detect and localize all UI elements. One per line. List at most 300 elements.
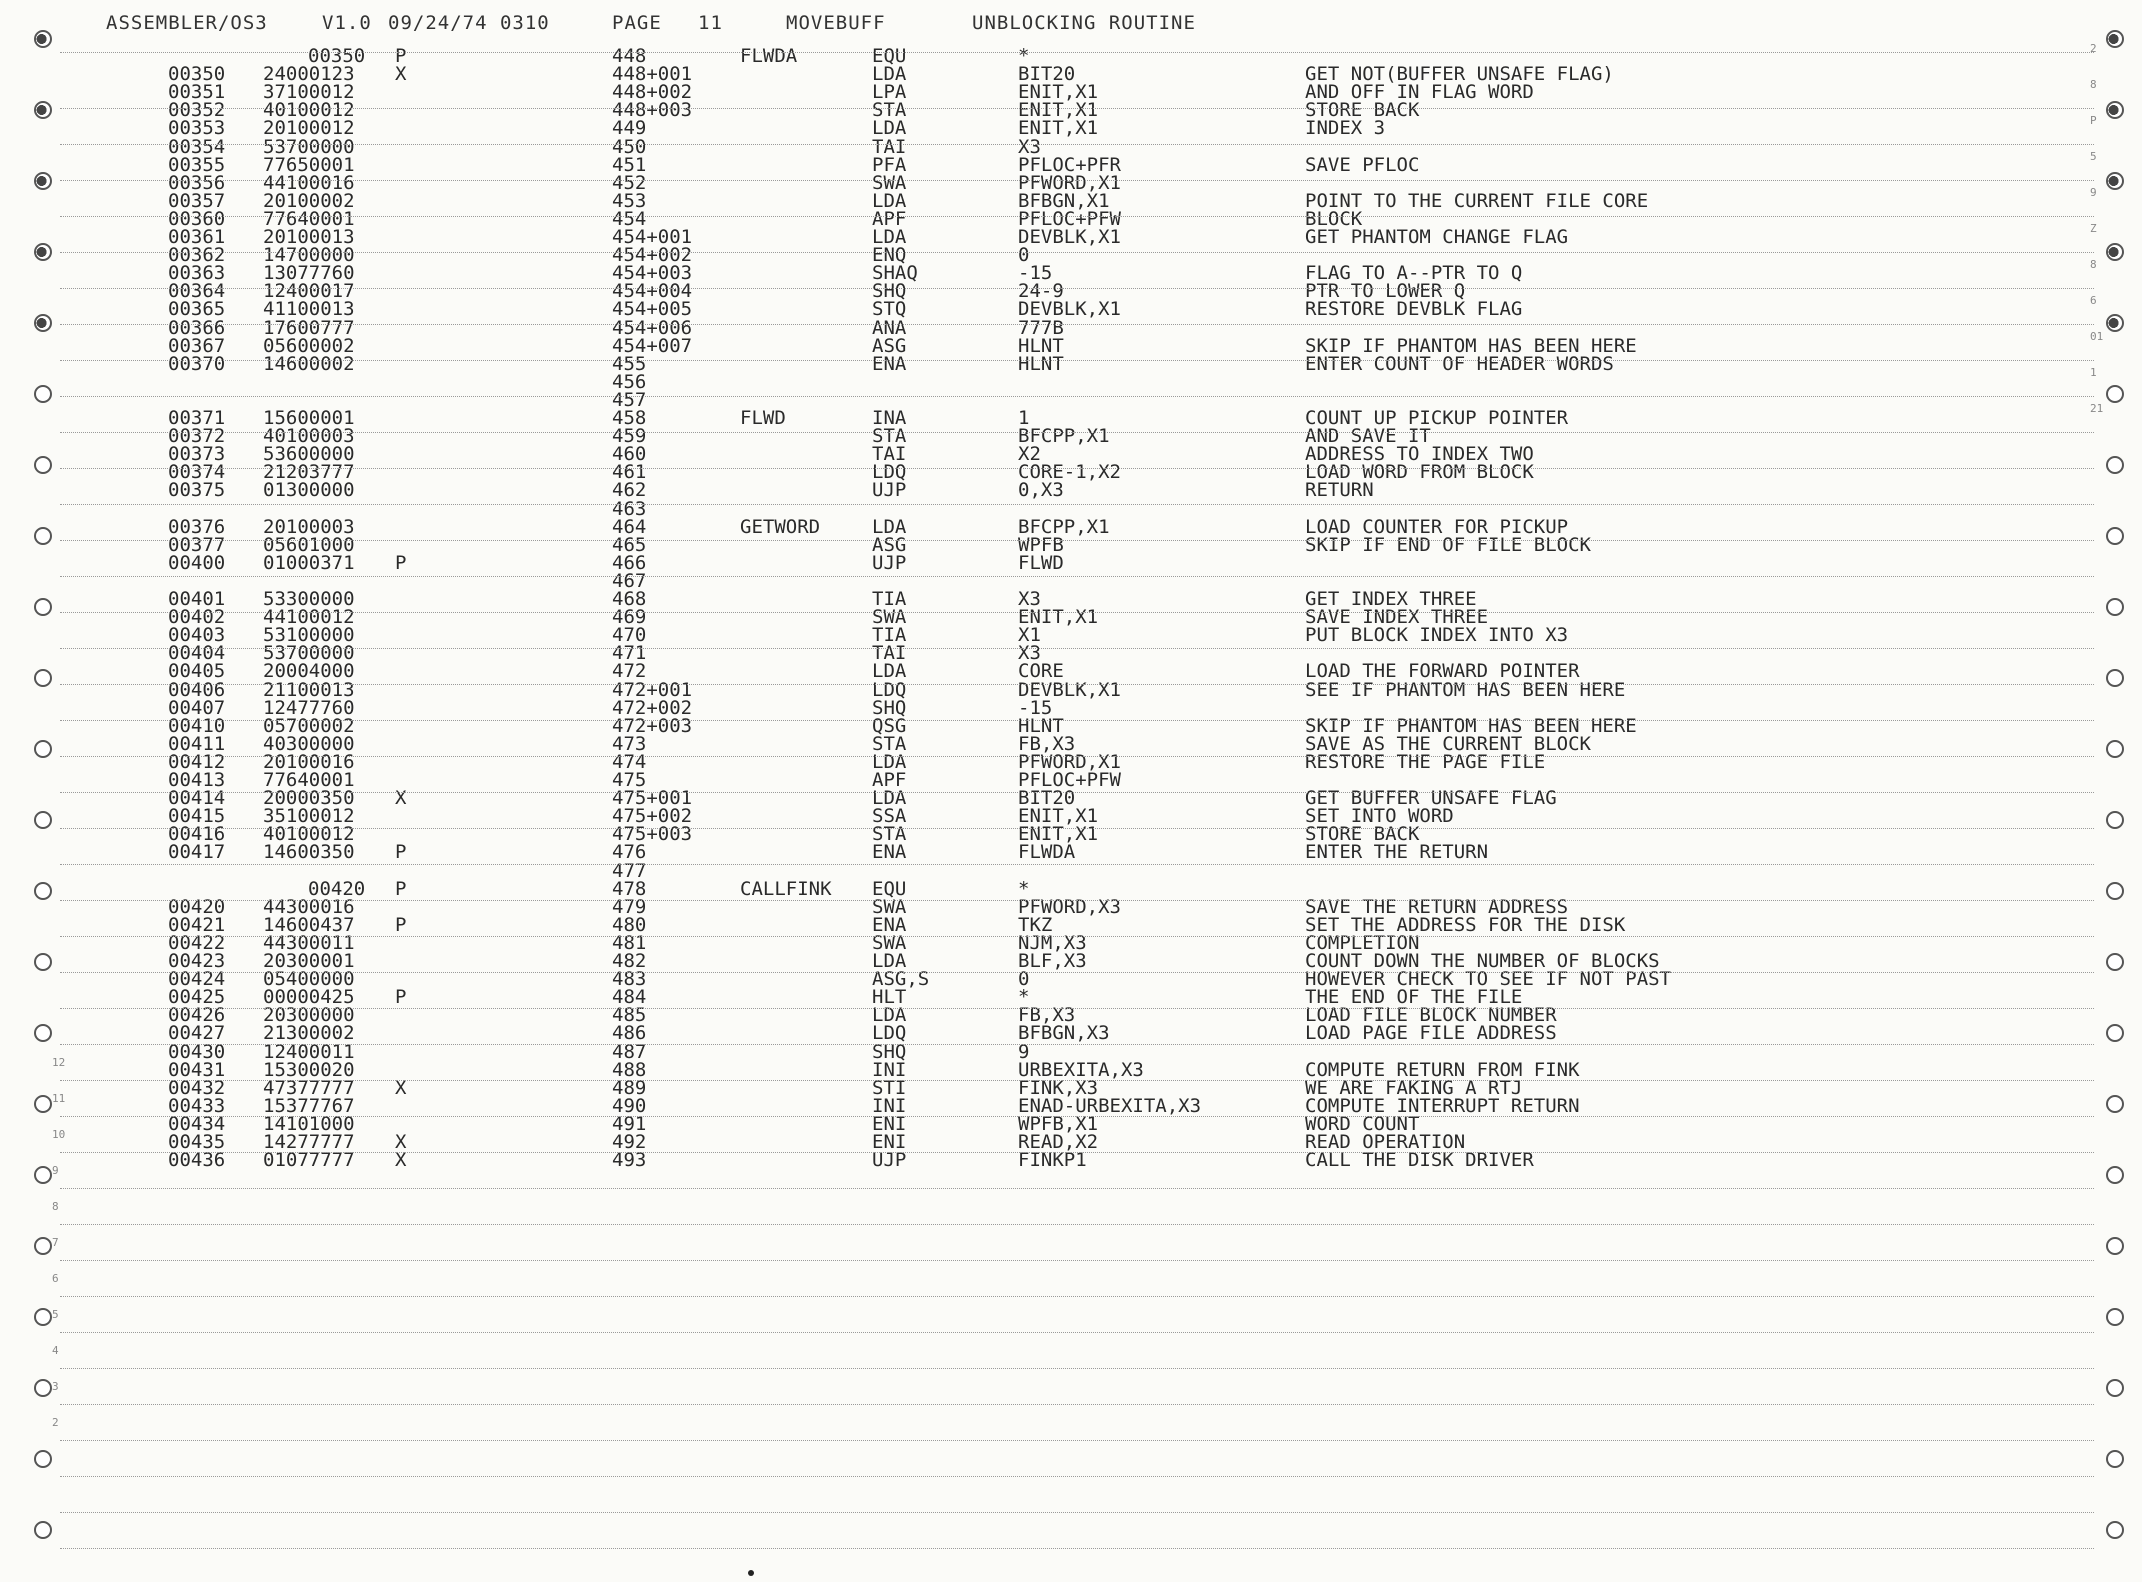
listing-loc: 00411 [168,732,226,755]
listing-code: 41100013 [263,298,355,321]
listing-seq: 467 [612,569,647,592]
listing-comment: BLOCK [1305,207,1363,230]
listing-loc: 00357 [168,189,226,212]
listing-comment: GET PHANTOM CHANGE FLAG [1305,226,1569,248]
listing-loc: 00367 [168,334,226,357]
paper-rule [60,648,2094,649]
listing-seq: 479 [612,895,647,918]
listing-seq: 452 [612,171,647,194]
listing-seq: 459 [612,425,647,448]
listing-code: 00350 [308,45,366,67]
sprocket-hole-left [34,456,52,474]
listing-op: SWA [872,895,907,918]
margin-number-right: 5 [2090,150,2097,163]
listing-code: 21203777 [263,461,355,484]
listing-comment: SET INTO WORD [1305,805,1454,828]
listing-code: 01000371 [263,551,355,574]
listing-line [0,135,2142,158]
listing-operand: X1 [1018,624,1041,647]
listing-loc: 00424 [168,968,226,991]
listing-comment: INDEX 3 [1305,117,1386,140]
listing-seq: 458 [612,407,647,429]
listing-operand: BIT20 [1018,63,1076,86]
margin-number-left: 12 [52,1056,66,1069]
listing-op: ENI [872,1131,907,1153]
listing-op: SWA [872,171,907,194]
paper-rule [60,288,2094,289]
sprocket-hole-left [34,1450,52,1468]
paper-rule [60,52,2094,53]
listing-loc: 00414 [168,787,226,810]
listing-op: EQU [872,45,907,67]
listing-seq: 454+003 [612,262,693,285]
listing-operand: BLF,X3 [1018,950,1087,972]
listing-seq: 456 [612,370,647,393]
sprocket-hole-right [2106,598,2124,616]
listing-code: 44100016 [263,171,355,194]
listing-op: TAI [872,642,907,665]
listing-seq: 462 [612,479,647,502]
listing-comment: GET NOT(BUFFER UNSAFE FLAG) [1305,63,1614,86]
listing-loc: 00402 [168,606,226,629]
listing-seq: 454+007 [612,334,693,357]
listing-seq: 485 [612,1004,647,1027]
listing-seq: 449 [612,117,647,140]
listing-op: SHAQ [872,262,918,285]
listing-seq: 464 [612,515,647,538]
margin-number-left: 10 [52,1128,66,1141]
listing-rel: P [395,551,407,574]
listing-loc: 00373 [168,443,226,466]
listing-comment: SKIP IF END OF FILE BLOCK [1305,533,1591,556]
listing-operand: ENIT,X1 [1018,606,1099,629]
listing-code: 14101000 [263,1112,355,1135]
listing-code: 14600350 [263,841,355,864]
listing-seq: 475 [612,769,647,791]
listing-operand: ENAD-URBEXITA,X3 [1018,1094,1202,1117]
listing-operand: X3 [1018,642,1041,665]
listing-seq: 454+004 [612,280,693,303]
listing-op: EQU [872,877,907,900]
paper-rule [60,108,2094,109]
listing-seq: 472+001 [612,678,693,701]
listing-code: 12477760 [263,696,355,719]
listing-seq: 484 [612,986,647,1009]
listing-operand: URBEXITA,X3 [1018,1058,1144,1081]
listing-operand: ENIT,X1 [1018,81,1099,104]
listing-operand: X3 [1018,135,1041,158]
listing-loc: 00360 [168,207,226,230]
listing-seq: 472 [612,660,647,683]
listing-loc: 00365 [168,298,226,321]
listing-op: STA [872,732,907,755]
listing-loc: 00407 [168,696,226,719]
listing-operand: -15 [1018,262,1053,285]
listing-line [0,1040,2142,1063]
listing-loc: 00425 [168,986,226,1009]
listing-seq: 448 [612,45,647,67]
listing-operand: 24-9 [1018,280,1064,303]
listing-seq: 454+002 [612,244,693,267]
listing-code: 05700002 [263,714,355,737]
listing-code: 24000123 [263,63,355,86]
listing-op: APF [872,769,907,791]
listing-code: 20300000 [263,1004,355,1027]
paper-rule [60,612,2094,613]
listing-code: 77640001 [263,207,355,230]
listing-seq: 474 [612,750,647,773]
listing-loc: 00377 [168,533,226,556]
paper-rule [60,252,2094,253]
listing-loc: 00421 [168,913,226,936]
margin-number-left: 3 [52,1380,59,1393]
listing-comment: ENTER THE RETURN [1305,841,1489,864]
listing-op: UJP [872,479,907,502]
sprocket-hole-left [34,669,52,687]
margin-number-right: 8 [2090,78,2097,91]
listing-comment: SET THE ADDRESS FOR THE DISK [1305,913,1626,936]
listing-code: 17600777 [263,316,355,339]
listing-seq: 475+002 [612,805,693,828]
listing-comment: COMPLETION [1305,931,1420,954]
listing-code: 14700000 [263,244,355,267]
sprocket-hole-right [2106,1450,2124,1468]
listing-loc: 00422 [168,931,226,954]
listing-code: 77650001 [263,153,355,176]
sprocket-hole-right [2106,811,2124,829]
page-label: PAGE [612,12,662,34]
assembler-name: ASSEMBLER/OS3 [106,12,268,34]
sprocket-hole-right [2106,1379,2124,1397]
sprocket-hole-right [2106,669,2124,687]
listing-seq: 448+003 [612,99,693,122]
listing-op: TIA [872,624,907,647]
listing-code: 00000425 [263,986,355,1009]
listing-code: 13077760 [263,262,355,285]
listing-line [0,1022,2142,1045]
listing-rel: P [395,986,407,1009]
section-title: UNBLOCKING ROUTINE [972,12,1196,34]
listing-op: LDA [872,189,907,212]
listing-op: PFA [872,153,907,176]
listing-operand: BFBGN,X1 [1018,189,1110,212]
paper-rule [60,720,2094,721]
listing-code: 14277777 [263,1131,355,1153]
listing-op: LDA [872,63,907,86]
listing-rel: X [395,1149,407,1172]
listing-op: LDA [872,950,907,972]
sprocket-hole-right [2106,385,2124,403]
listing-loc: 00433 [168,1094,226,1117]
listing-operand: HLNT [1018,352,1064,375]
listing-loc: 00403 [168,624,226,647]
listing-loc: 00404 [168,642,226,665]
listing-line [0,696,2142,719]
listing-code: 53600000 [263,443,355,466]
listing-operand: BFCPP,X1 [1018,425,1110,448]
sprocket-hole-right [2106,1308,2124,1326]
sprocket-hole-left [34,1521,52,1539]
listing-rel: X [395,63,407,86]
paper-rule [60,432,2094,433]
listing-op: ENA [872,841,907,864]
listing-seq: 472+003 [612,714,693,737]
sprocket-hole-left [34,882,52,900]
paper-rule [60,864,2094,865]
listing-seq: 448+001 [612,63,693,86]
listing-loc: 00366 [168,316,226,339]
listing-op: LDA [872,1004,907,1027]
listing-operand: CORE-1,X2 [1018,461,1121,484]
listing-op: STA [872,425,907,448]
sprocket-hole-left [34,172,52,190]
listing-operand: WPFB,X1 [1018,1112,1099,1135]
listing-operand: * [1018,877,1030,900]
paper-rule [60,1548,2094,1549]
paper-rule [60,1224,2094,1225]
ink-dot [748,1570,754,1576]
listing-op: INA [872,407,907,429]
listing-loc: 00363 [168,262,226,285]
listing-code: 01300000 [263,479,355,502]
listing-comment: ADDRESS TO INDEX TWO [1305,443,1534,466]
listing-loc: 00413 [168,769,226,791]
listing-operand: CORE [1018,660,1064,683]
listing-code: 53100000 [263,624,355,647]
listing-op: STI [872,1076,907,1099]
paper-rule [60,1404,2094,1405]
listing-code: 14600002 [263,352,355,375]
paper-rule [60,972,2094,973]
listing-operand: 0 [1018,244,1030,267]
paper-rule [60,828,2094,829]
listing-line [0,515,2142,538]
listing-code: 12400011 [263,1040,355,1063]
listing-operand: 0,X3 [1018,479,1064,502]
sprocket-hole-right [2106,1095,2124,1113]
paper-rule [60,1512,2094,1513]
listing-loc: 00356 [168,171,226,194]
listing-seq: 454+001 [612,226,693,248]
paper-rule [60,1440,2094,1441]
listing-op: LDA [872,226,907,248]
listing-comment: SEE IF PHANTOM HAS BEEN HERE [1305,678,1626,701]
listing-operand: 9 [1018,1040,1030,1063]
listing-op: LDA [872,750,907,773]
paper-rule [60,396,2094,397]
listing-comment: SAVE PFLOC [1305,153,1420,176]
sprocket-hole-left [34,1379,52,1397]
listing-loc: 00420 [168,895,226,918]
listing-rel: P [395,913,407,936]
paper-rule [60,540,2094,541]
listing-seq: 492 [612,1131,647,1153]
listing-code: 05601000 [263,533,355,556]
paper-rule [60,144,2094,145]
margin-number-left: 2 [52,1416,59,1429]
module-name: MOVEBUFF [786,12,886,34]
listing-loc: 00426 [168,1004,226,1027]
listing-loc: 00406 [168,678,226,701]
listing-line [0,171,2142,194]
listing-op: LDQ [872,678,907,701]
listing-label: FLWDA [740,45,798,67]
listing-loc: 00431 [168,1058,226,1081]
sprocket-hole-right [2106,1024,2124,1042]
listing-rel: P [395,841,407,864]
listing-loc: 00361 [168,226,226,248]
listing-code: 21300002 [263,1022,355,1045]
paper-rule [60,576,2094,577]
listing-operand: PFWORD,X1 [1018,171,1121,194]
listing-seq: 455 [612,352,647,375]
listing-seq: 468 [612,588,647,610]
listing-operand: ENIT,X1 [1018,805,1099,828]
listing-comment: AND SAVE IT [1305,425,1431,448]
listing-line [0,1058,2142,1081]
listing-line [0,352,2142,375]
listing-operand: WPFB [1018,533,1064,556]
listing-op: INI [872,1058,907,1081]
paper-rule [60,1080,2094,1081]
margin-number-left: 8 [52,1200,59,1213]
listing-op: LDA [872,660,907,683]
listing-loc: 00374 [168,461,226,484]
paper-rule [60,360,2094,361]
listing-comment: AND OFF IN FLAG WORD [1305,81,1534,104]
listing-comment: WORD COUNT [1305,1112,1420,1135]
listing-op: ENQ [872,244,907,267]
listing-comment: GET BUFFER UNSAFE FLAG [1305,787,1557,810]
listing-code: 44300011 [263,931,355,954]
listing-code: 05600002 [263,334,355,357]
listing-comment: STORE BACK [1305,823,1420,846]
listing-rel: P [395,45,407,67]
listing-comment: COMPUTE RETURN FROM FINK [1305,1058,1580,1081]
listing-code: 20300001 [263,950,355,972]
paper-rule [60,1008,2094,1009]
sprocket-hole-left [34,243,52,261]
listing-loc: 00353 [168,117,226,140]
listing-operand: ENIT,X1 [1018,117,1099,140]
listing-operand: FLWD [1018,551,1064,574]
margin-number-left: 9 [52,1164,59,1177]
sprocket-hole-left [34,385,52,403]
listing-operand: FLWDA [1018,841,1076,864]
listing-comment: LOAD WORD FROM BLOCK [1305,461,1534,484]
listing-seq: 477 [612,859,647,882]
listing-code: 20100012 [263,117,355,140]
listing-loc: 00436 [168,1149,226,1172]
sprocket-hole-left [34,1308,52,1326]
listing-seq: 454 [612,207,647,230]
paper-rule [60,1152,2094,1153]
listing-comment: COUNT DOWN THE NUMBER OF BLOCKS [1305,950,1660,972]
listing-comment: SAVE AS THE CURRENT BLOCK [1305,732,1591,755]
margin-number-left: 6 [52,1272,59,1285]
listing-line [0,370,2142,393]
listing-line [0,298,2142,321]
listing-seq: 460 [612,443,647,466]
listing-seq: 490 [612,1094,647,1117]
listing-line [0,479,2142,502]
paper-rule [60,1260,2094,1261]
listing-seq: 486 [612,1022,647,1045]
listing-code: 14600437 [263,913,355,936]
listing-loc: 00362 [168,244,226,267]
listing-operand: BIT20 [1018,787,1076,810]
listing-code: 20004000 [263,660,355,683]
listing-rel: P [395,877,407,900]
sprocket-hole-right [2106,882,2124,900]
paper-rule [60,1476,2094,1477]
sprocket-hole-left [34,314,52,332]
listing-loc: 00372 [168,425,226,448]
listing-operand: X3 [1018,588,1041,610]
listing-comment: STORE BACK [1305,99,1420,122]
listing-date-time: 09/24/74 0310 [388,12,550,34]
paper-rule [60,936,2094,937]
margin-number-right: Z [2090,222,2097,235]
sprocket-hole-left [34,1166,52,1184]
listing-comment: COUNT UP PICKUP POINTER [1305,407,1569,429]
listing-operand: TKZ [1018,913,1053,936]
listing-operand: -15 [1018,696,1053,719]
listing-code: 44300016 [263,895,355,918]
paper-rule [60,1116,2094,1117]
listing-seq: 482 [612,950,647,972]
listing-operand: BFBGN,X3 [1018,1022,1110,1045]
listing-comment: GET INDEX THREE [1305,588,1477,610]
listing-code: 21100013 [263,678,355,701]
listing-comment: SAVE INDEX THREE [1305,606,1489,629]
paper-rule [60,1296,2094,1297]
listing-op: TIA [872,588,907,610]
sprocket-hole-right [2106,740,2124,758]
paper-rule [60,468,2094,469]
listing-seq: 470 [612,624,647,647]
listing-op: STA [872,823,907,846]
listing-code: 20100013 [263,226,355,248]
sprocket-hole-right [2106,456,2124,474]
listing-op: STQ [872,298,907,321]
sprocket-hole-left [34,527,52,545]
listing-op: ENA [872,913,907,936]
paper-rule [60,1332,2094,1333]
sprocket-hole-left [34,598,52,616]
listing-seq: 480 [612,913,647,936]
listing-operand: * [1018,45,1030,67]
paper-rule [60,504,2094,505]
listing-code: 40100012 [263,823,355,846]
sprocket-hole-left [34,101,52,119]
listing-loc: 00430 [168,1040,226,1063]
listing-code: 47377777 [263,1076,355,1099]
paper-rule [60,216,2094,217]
listing-op: SWA [872,931,907,954]
assembler-version: V1.0 [322,12,372,34]
listing-loc: 00364 [168,280,226,303]
listing-loc: 00432 [168,1076,226,1099]
listing-op: ENA [872,352,907,375]
listing-code: 15600001 [263,407,355,429]
listing-code: 44100012 [263,606,355,629]
listing-operand: ENIT,X1 [1018,823,1099,846]
listing-seq: 493 [612,1149,647,1172]
listing-operand: DEVBLK,X1 [1018,678,1121,701]
listing-op: ENI [872,1112,907,1135]
listing-op: SHQ [872,1040,907,1063]
